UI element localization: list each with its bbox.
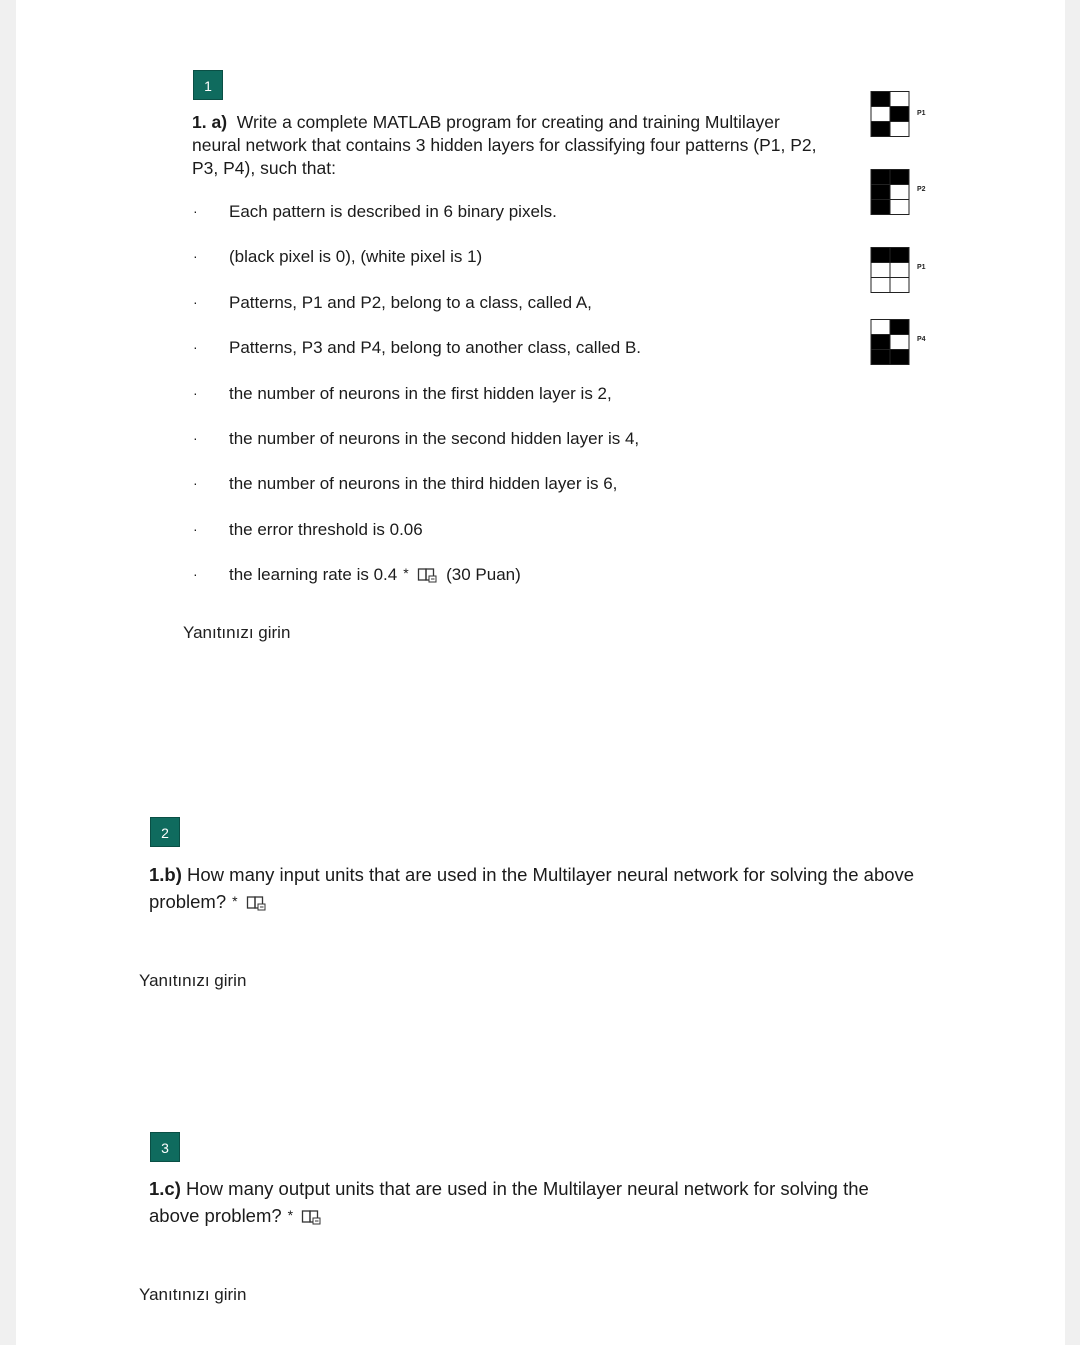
requirements-list xyxy=(193,202,833,611)
pattern-pixel xyxy=(871,248,890,263)
pattern-pixel xyxy=(871,350,890,365)
pattern-pixel xyxy=(890,320,909,335)
pattern-pixel xyxy=(871,185,890,200)
pattern-p1 xyxy=(870,90,926,138)
pattern-pixel xyxy=(890,122,909,137)
pattern-p3 xyxy=(870,246,926,294)
pattern-label: P4 xyxy=(917,336,926,343)
pattern-pixel xyxy=(871,122,890,137)
list-item: · the number of neurons in the third hidden layer is 6, xyxy=(193,474,618,494)
list-item: · (black pixel is 0), (white pixel is 1) xyxy=(193,247,483,267)
list-item: · Patterns, P1 and P2, belong to a class, called A, xyxy=(193,292,592,312)
pattern-pixel xyxy=(871,170,890,185)
list-item: · the learning rate is 0.4 * (30 Puan) xyxy=(193,565,833,610)
question-2-text: 1.b) How many input units that are used in the Multilayer neural network for solving the above problem? * xyxy=(149,862,964,918)
pattern-pixel xyxy=(871,278,890,293)
pattern-pixel xyxy=(890,278,909,293)
pattern-pixel xyxy=(871,320,890,335)
pattern-grid xyxy=(870,90,910,138)
question-1-text xyxy=(192,111,832,180)
required-asterisk: * xyxy=(287,1207,294,1223)
answer-input[interactable]: Yanıtınızı girin xyxy=(183,623,291,642)
question-1-intro: Write a complete MATLAB program for creating and training Multilayer neural network that contains 3 hidden layers for classifying four patterns (P1, P2, P3, P4), such that: xyxy=(192,112,817,178)
pattern-pixel xyxy=(871,335,890,350)
list-item: · the number of neurons in the first hidden layer is 2, xyxy=(193,383,612,403)
pattern-pixel xyxy=(871,263,890,278)
pattern-label: P2 xyxy=(917,186,926,193)
pattern-pixel xyxy=(871,92,890,107)
points-label: (30 Puan) xyxy=(446,565,521,585)
pattern-grid xyxy=(870,246,910,294)
pattern-p2 xyxy=(870,168,926,216)
pattern-pixel xyxy=(890,185,909,200)
question-number-badge: 1 xyxy=(193,70,223,100)
form-page xyxy=(16,0,1065,1345)
answer-input[interactable]: Yanıtınızı girin xyxy=(139,971,247,990)
pattern-p4 xyxy=(870,318,926,366)
pattern-pixel xyxy=(890,107,909,122)
pattern-label: P1 xyxy=(917,264,926,271)
pattern-pixel xyxy=(871,107,890,122)
pattern-pixel xyxy=(890,263,909,278)
immersive-reader-icon[interactable] xyxy=(301,1206,321,1232)
question-1-prefix: 1. a) xyxy=(192,112,228,132)
list-item: · the error threshold is 0.06 xyxy=(193,519,423,539)
immersive-reader-icon[interactable] xyxy=(417,567,437,588)
required-asterisk: * xyxy=(232,893,238,909)
pattern-grid xyxy=(870,168,910,216)
list-item: · the number of neurons in the second hidden layer is 4, xyxy=(193,428,640,448)
pattern-pixel xyxy=(890,200,909,215)
pattern-grid xyxy=(870,318,910,366)
pattern-pixel xyxy=(890,248,909,263)
question-3-text: 1.c) How many output units that are used in the Multilayer neural network for solving the above problem? * xyxy=(149,1176,919,1232)
question-number-badge: 2 xyxy=(150,817,180,847)
list-item: · Each pattern is described in 6 binary pixels. xyxy=(193,202,557,221)
immersive-reader-icon[interactable] xyxy=(246,892,266,918)
question-2-prefix: 1.b) xyxy=(149,864,182,885)
pattern-label: P1 xyxy=(917,110,926,117)
pattern-pixel xyxy=(871,200,890,215)
pattern-pixel xyxy=(890,350,909,365)
pattern-pixel xyxy=(890,335,909,350)
question-number-badge: 3 xyxy=(150,1132,180,1162)
required-asterisk: * xyxy=(403,565,409,582)
pattern-pixel xyxy=(890,92,909,107)
answer-input[interactable]: Yanıtınızı girin xyxy=(139,1285,247,1304)
pattern-pixel xyxy=(890,170,909,185)
question-3-prefix: 1.c) xyxy=(149,1178,181,1199)
list-item: · Patterns, P3 and P4, belong to another class, called B. xyxy=(193,338,642,358)
